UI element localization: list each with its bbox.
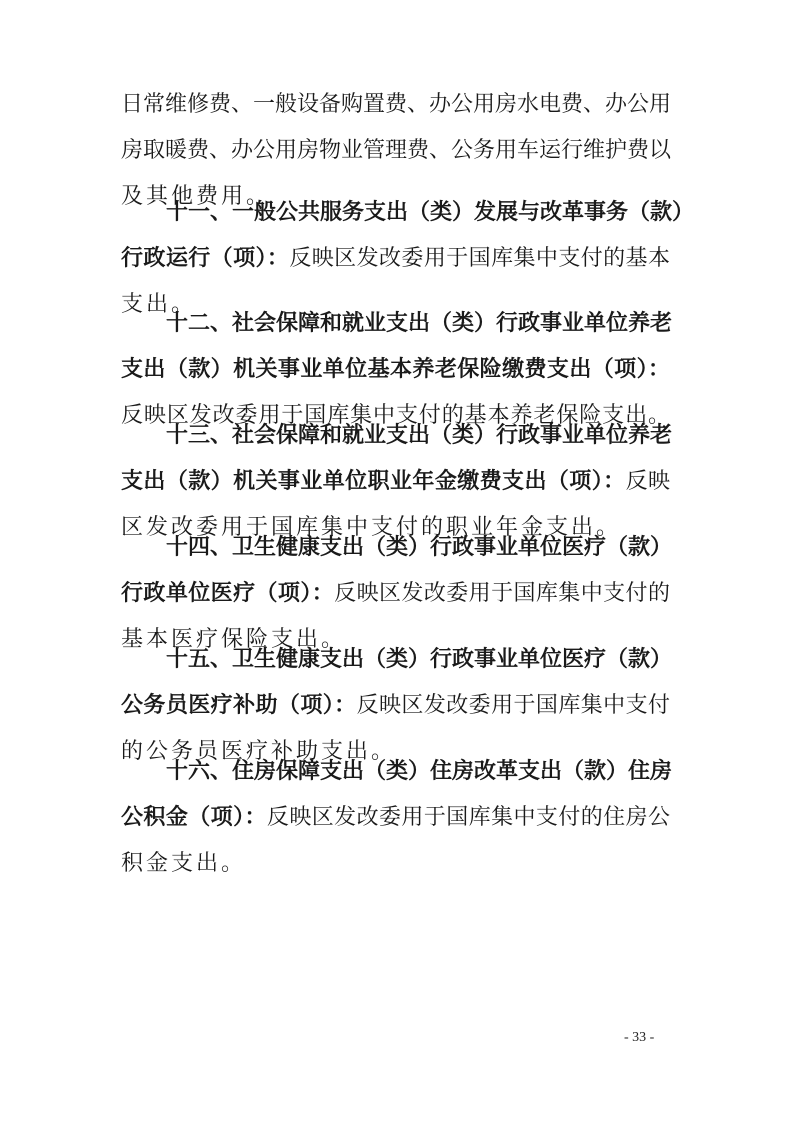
body-text	[121, 233, 670, 285]
body-text: 反映区发改委用于国库集中支付的基本养老保险支出。	[121, 403, 670, 428]
body-text-inline: 反映区发改委用于国库集中支付的住房公	[266, 805, 670, 830]
section-16-line3	[0, 838, 793, 890]
body-text-inline: 反映	[625, 469, 670, 494]
body-text-inline: 反映区发改委用于国库集中支付	[356, 693, 670, 718]
body-text: 的公务员医疗补助支出。	[121, 739, 397, 764]
section-15-heading-row	[0, 634, 793, 686]
section-15-line2	[0, 680, 793, 732]
body-line	[0, 79, 793, 131]
heading-continuation: 行政运行（项）：	[121, 246, 290, 271]
section-12-heading-row	[0, 298, 793, 350]
body-text: 积金支出。	[121, 851, 247, 876]
body-text-inline: 反映区发改委用于国库集中支付的	[334, 581, 670, 606]
section-16-heading-row	[0, 746, 793, 798]
body-text: 日常维修费、一般设备购置费、办公用房水电费、办公用	[121, 92, 672, 117]
page-number: - 33 -	[624, 1030, 655, 1045]
body-text: 及其他费用。	[121, 184, 272, 209]
heading-continuation: 公积金（项）：	[121, 805, 267, 830]
section-11-line2	[0, 233, 793, 285]
section-14-line2	[0, 568, 793, 620]
heading-continuation: 支出（款）机关事业单位基本养老保险缴费支出（项）：	[121, 357, 670, 382]
section-13-line2	[0, 456, 793, 508]
section-heading: 十二、社会保障和就业支出（类）行政事业单位养老	[166, 311, 673, 336]
body-text: 支出。	[121, 292, 197, 317]
section-heading: 十三、社会保障和就业支出（类）行政事业单位养老	[166, 423, 673, 448]
body-text	[121, 792, 670, 844]
section-16-line2	[0, 792, 793, 844]
section-heading: 十四、卫生健康支出（类）行政事业单位医疗（款）	[166, 535, 673, 560]
body-text: 基本医疗保险支出。	[121, 627, 347, 652]
section-13-heading-row	[0, 410, 793, 462]
section-14-heading-row	[0, 522, 793, 574]
body-text	[121, 456, 670, 508]
heading-continuation: 行政单位医疗（项）：	[121, 581, 335, 606]
body-text	[121, 568, 670, 620]
section-11-heading-row	[0, 187, 793, 239]
heading-continuation: 公务员医疗补助（项）：	[121, 693, 357, 718]
body-text: 房取暖费、办公用房物业管理费、公务用车运行维护费以	[121, 138, 672, 163]
section-heading: 十六、住房保障支出（类）住房改革支出（款）住房	[166, 759, 673, 784]
section-12-line2	[0, 344, 793, 396]
heading-continuation: 支出（款）机关事业单位职业年金缴费支出（项）：	[121, 469, 626, 494]
body-text	[121, 680, 670, 732]
body-text: 区发改委用于国库集中支付的职业年金支出。	[121, 515, 622, 540]
body-line	[0, 125, 793, 177]
section-heading: 十一、一般公共服务支出（类）发展与改革事务（款）	[166, 200, 695, 225]
body-text-inline: 反映区发改委用于国库集中支付的基本	[289, 246, 670, 271]
section-heading: 十五、卫生健康支出（类）行政事业单位医疗（款）	[166, 647, 673, 672]
